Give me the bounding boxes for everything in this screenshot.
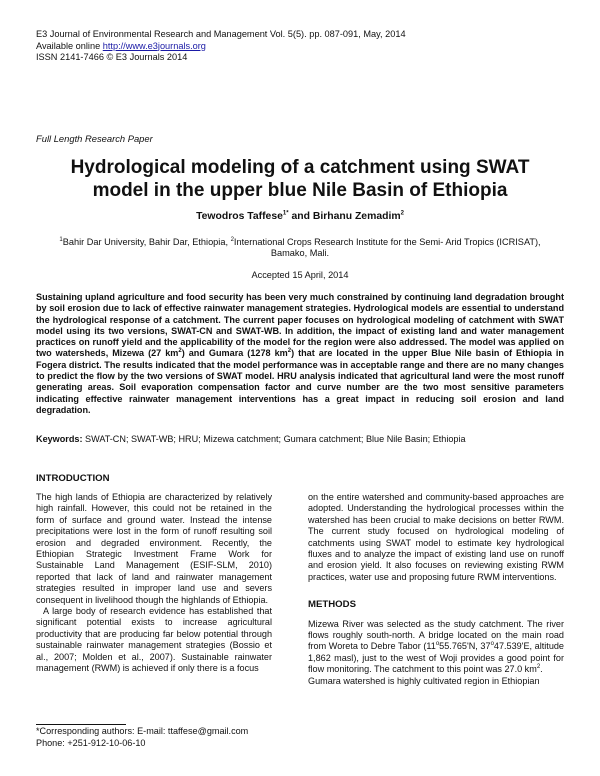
- square-superscript: 2: [536, 664, 541, 671]
- availability-prefix: Available online: [36, 40, 103, 51]
- methods-text-b: 55.765'N, 37: [439, 641, 491, 652]
- degree-sign-1: o: [435, 641, 440, 648]
- affiliation-1: Bahir Dar University, Bahir Dar, Ethiopia,: [62, 237, 231, 247]
- author-2: Birhanu Zemadim: [312, 211, 401, 222]
- abstract-part-1: Sustaining upland agriculture and food security has been very much constrained by continuing land degradation brought by soil erosion due to lack of effective rainwater management strategies. Hydrological models are essential to understand the hydrological response of a catchment. The current paper focuses on hydrological modeling of catchment with SWAT model using its two versions, SWAT-CN and SWAT-WB. In addition, the impact of existing land and water management practices on runoff yield and the applicability of the model for the region were also addressed. The model was applied on two watersheds, Mizewa (27 km: [36, 292, 564, 359]
- paper-type: Full Length Research Paper: [36, 133, 153, 144]
- journal-website-link[interactable]: http://www.e3journals.org: [102, 40, 206, 51]
- abstract-part-2: ) and Gumara (1278 km: [181, 348, 288, 359]
- author-list: [36, 211, 564, 222]
- intro-paragraph-3: on the entire watershed and community-based approaches are adopted. Understanding the hydrological processes within the watershed has been crucial to make decisions on better RWM. The current study focused on hydrological modeling of catchments using SWAT model to estimate key hydrological fluxes and to analyze the impact of existing land use on runoff and erosion yield. It also focuses on reviewing existing RWM practices, water use and proposing future RWM interventions.: [308, 492, 564, 582]
- accepted-date: Accepted 15 April, 2014: [251, 270, 349, 280]
- journal-citation: E3 Journal of Environmental Research and Management Vol. 5(5). pp. 087-091, May, 2014: [36, 29, 406, 39]
- affiliation-2: International Crops Research Institute for the Semi- Arid Tropics (ICRISAT),: [233, 237, 541, 247]
- author-2-marker: 2: [400, 210, 404, 217]
- title-line-2: model in the upper blue Nile Basin of Ethiopia: [92, 180, 508, 201]
- author-1-marker: 1*: [282, 210, 289, 217]
- left-column: [36, 492, 272, 675]
- footnote: [36, 726, 248, 749]
- methods-heading: METHODS: [308, 599, 356, 611]
- affiliation-1-marker: 1: [59, 236, 63, 243]
- footnote-divider: [36, 724, 126, 725]
- methods-text-a: Mizewa River was selected as the study catchment. The river flows roughly south-north. A bridge located on the main road from Woreta to Debre Tabor (11: [308, 618, 564, 652]
- abstract-superscript-1: 2: [178, 348, 182, 355]
- title-line-1: Hydrological modeling of a catchment using SWAT: [70, 157, 530, 178]
- introduction-heading: INTRODUCTION: [36, 473, 110, 484]
- author-1: Tewodros Taffese: [196, 211, 283, 222]
- right-column: [308, 492, 564, 687]
- intro-paragraph-1: The high lands of Ethiopia are characterized by relatively high rainfall. However, this could not be retained in the form of surface and ground water. Instead the intense precipitations were lost in the form of runoff resulting soil erosion and degraded environment. Recently, the Ethiopian Strategic Investment Frame Work for Sustainable Land Management (ESIF-SLM, 2010) reported that lack of land and rainwater management strategies resulted in improper land use and severs consequent in livelihood though the highlands of Ethiopia.: [36, 492, 272, 605]
- degree-sign-2: o: [490, 641, 494, 648]
- journal-header: [36, 29, 406, 64]
- abstract-superscript-2: 2: [287, 348, 292, 355]
- abstract-part-3: ) that are located in the upper Blue Nile basin of Ethiopia in Fogera district. The results indicated that the model performance was in acceptable range and there are no many changes to predict the flow by the two versions of SWAT model. HRU analysis indicated that agricultural land were the most runoff generating areas. Soil evaporation compensation factor and curve number are the two most sensitive parameters indicating effective rainwater management interventions has a great impact in reducing soil erosion and land degradation.: [36, 348, 564, 415]
- keywords: [36, 434, 564, 444]
- paper-title: [36, 156, 564, 202]
- author-connector: and: [288, 211, 313, 222]
- affiliation-line-2: Bamako, Mali.: [270, 248, 330, 259]
- keywords-label: Keywords:: [36, 434, 83, 444]
- intro-paragraph-2: A large body of research evidence has established that significant potential exists to increase agricultural productivity that are producing far below potential through sustainable rainwater management strategies (Bossio et al., 2007; Molden et al., 2007). Sustainable rainwater management (RWM) is achieved if only there is a focus: [36, 606, 272, 674]
- affiliation-2-marker: 2: [230, 236, 234, 243]
- methods-text-c: 47.539'E, altitude 1,862 masl), just to the west of Woji provides a good point for flow monitoring. The catchment to this point was 27.0 km: [308, 641, 564, 675]
- methods-paragraph-2: Gumara watershed is highly cultivated region in Ethiopian: [308, 675, 540, 686]
- affiliation-line-1: [40, 237, 560, 248]
- corresponding-author-phone: Phone: +251-912-10-06-10: [36, 737, 146, 748]
- availability-line: [36, 41, 406, 53]
- keywords-text: SWAT-CN; SWAT-WB; HRU; Mizewa catchment; Gumara catchment; Blue Nile Basin; Ethiopia: [82, 434, 466, 444]
- methods-text-d: .: [540, 664, 543, 675]
- issn-line: ISSN 2141-7466 © E3 Journals 2014: [36, 52, 188, 63]
- affiliations: [40, 237, 560, 260]
- abstract: [36, 292, 564, 416]
- methods-paragraph-1: [308, 619, 564, 676]
- corresponding-author-email: *Corresponding authors: E-mail: ttaffese@gmail.com: [36, 726, 249, 736]
